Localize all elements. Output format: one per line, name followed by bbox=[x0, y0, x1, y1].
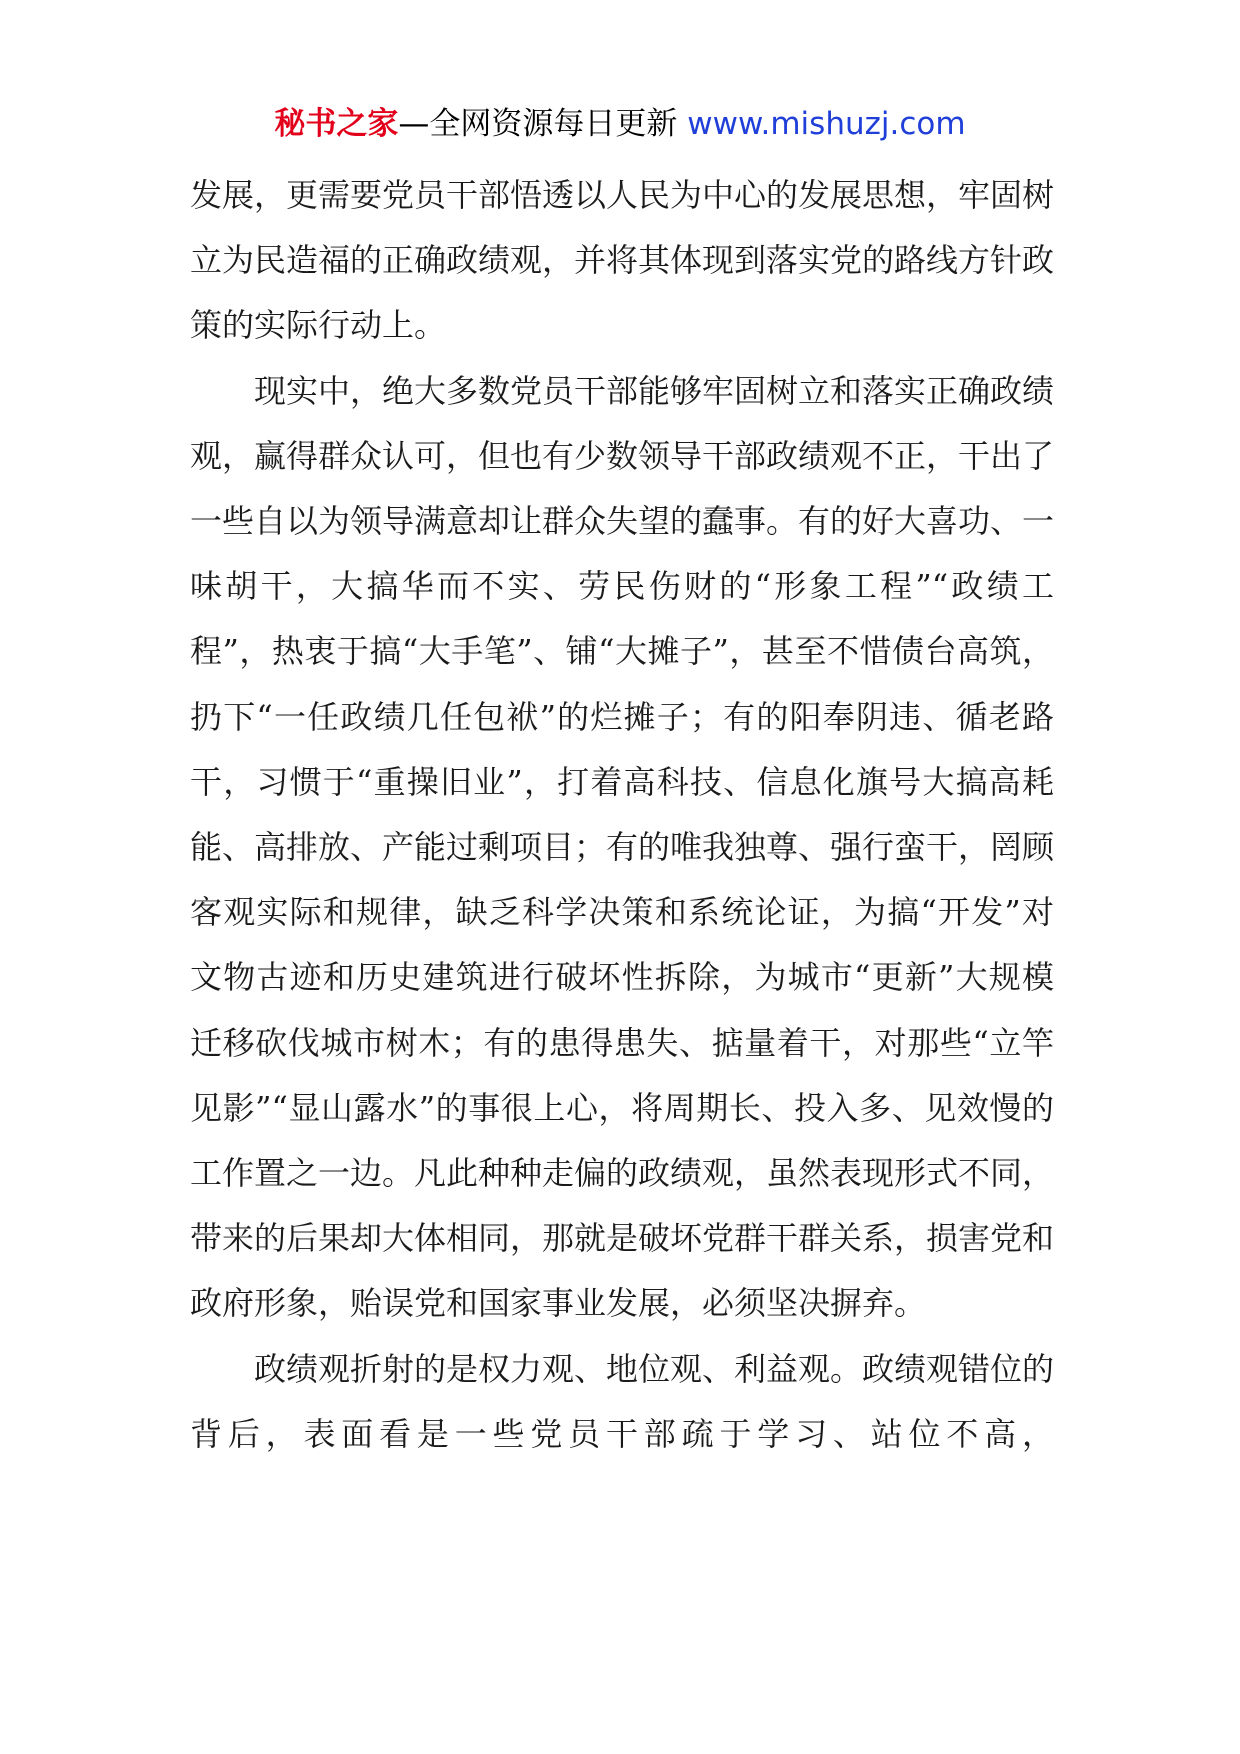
paragraph: 现实中，绝大多数党员干部能够牢固树立和落实正确政绩观，赢得群众认可，但也有少数领导干部政绩观不正，干出了一些自以为领导满意却让群众失望的蠢事。有的好大喜功、一味胡干，大搞华而不实、劳民伤财的“形象工程”“政绩工程”，热衷于搞“大手笔”、铺“大摊子”，甚至不惜债台高筑，扔下“一任政绩几任包袱”的烂摊子；有的阳奉阴违、循老路干，习惯于“重操旧业”，打着高科技、信息化旗号大搞高耗能、高排放、产能过剩项目；有的唯我独尊、强行蛮干，罔顾客观实际和规律，缺乏科学决策和系统论证，为搞“开发”对文物古迹和历史建筑进行破坏性拆除，为城市“更新”大规模迁移砍伐城市树木；有的患得患失、掂量着干，对那些“立竿见影”“显山露水”的事很上心，将周期长、投入多、见效慢的工作置之一边。凡此种种走偏的政绩观，虽然表现形式不同，带来的后果却大体相同，那就是破坏党群干群关系，损害党和政府形象，贻误党和国家事业发展，必须坚决摒弃。 bbox=[190, 371, 1055, 1323]
site-brand: 秘书之家 bbox=[274, 106, 399, 142]
page-header bbox=[0, 102, 1240, 146]
site-url[interactable]: www.mishuzj.com bbox=[687, 106, 966, 142]
paragraph-continuation: 发展，更需要党员干部悟透以人民为中心的发展思想，牢固树立为民造福的正确政绩观，并将其体现到落实党的路线方针政策的实际行动上。 bbox=[190, 176, 1055, 345]
document-body bbox=[190, 163, 1054, 1467]
paragraph: 政绩观折射的是权力观、地位观、利益观。政绩观错位的背后，表面看是一些党员干部疏于学习、站位不高， bbox=[190, 1349, 1055, 1453]
site-tagline: —全网资源每日更新 bbox=[398, 106, 678, 142]
